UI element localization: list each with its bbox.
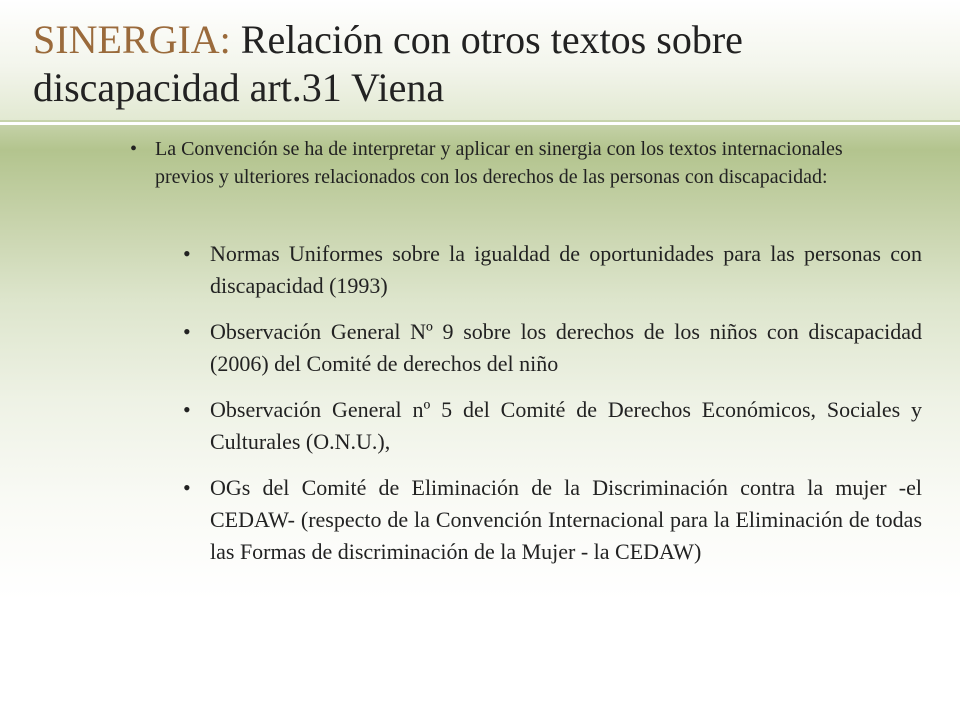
title-text: Relación con otros textos sobre discapacidad art.31 Viena <box>33 17 743 110</box>
sub-bullet-text: Normas Uniformes sobre la igualdad de oportunidades para las personas con discapacidad (1993) <box>210 241 922 298</box>
slide-title <box>33 16 913 112</box>
bullet-icon: • <box>183 319 191 344</box>
title-accent: SINERGIA: <box>33 17 231 62</box>
sub-bullet-text: OGs del Comité de Eliminación de la Discriminación contra la mujer -el CEDAW- (respecto de la Convención Internacional para la Eliminación de todas las Formas de discriminación de la Mujer - la CEDAW) <box>210 475 922 564</box>
sub-bullet-item <box>183 394 922 458</box>
bullet-icon: • <box>183 241 191 266</box>
sub-bullet-item <box>183 316 922 380</box>
sub-bullet-item <box>183 238 922 302</box>
bullet-icon: • <box>183 397 191 422</box>
bullet-icon: • <box>130 138 138 160</box>
sub-bullet-text: Observación General nº 5 del Comité de Derechos Económicos, Sociales y Culturales (O.N.U.), <box>210 397 922 454</box>
main-bullet-text: La Convención se ha de interpretar y aplicar en sinergia con los textos internacionales previos y ulteriores relacionados con los derechos de las personas con discapacidad: <box>155 138 843 188</box>
sub-bullet-item <box>183 472 922 568</box>
main-bullet <box>130 135 875 191</box>
sub-bullet-text: Observación General Nº 9 sobre los derechos de los niños con discapacidad (2006) del Comité de derechos del niño <box>210 319 922 376</box>
sub-bullet-list <box>183 238 922 582</box>
bullet-icon: • <box>183 475 191 500</box>
